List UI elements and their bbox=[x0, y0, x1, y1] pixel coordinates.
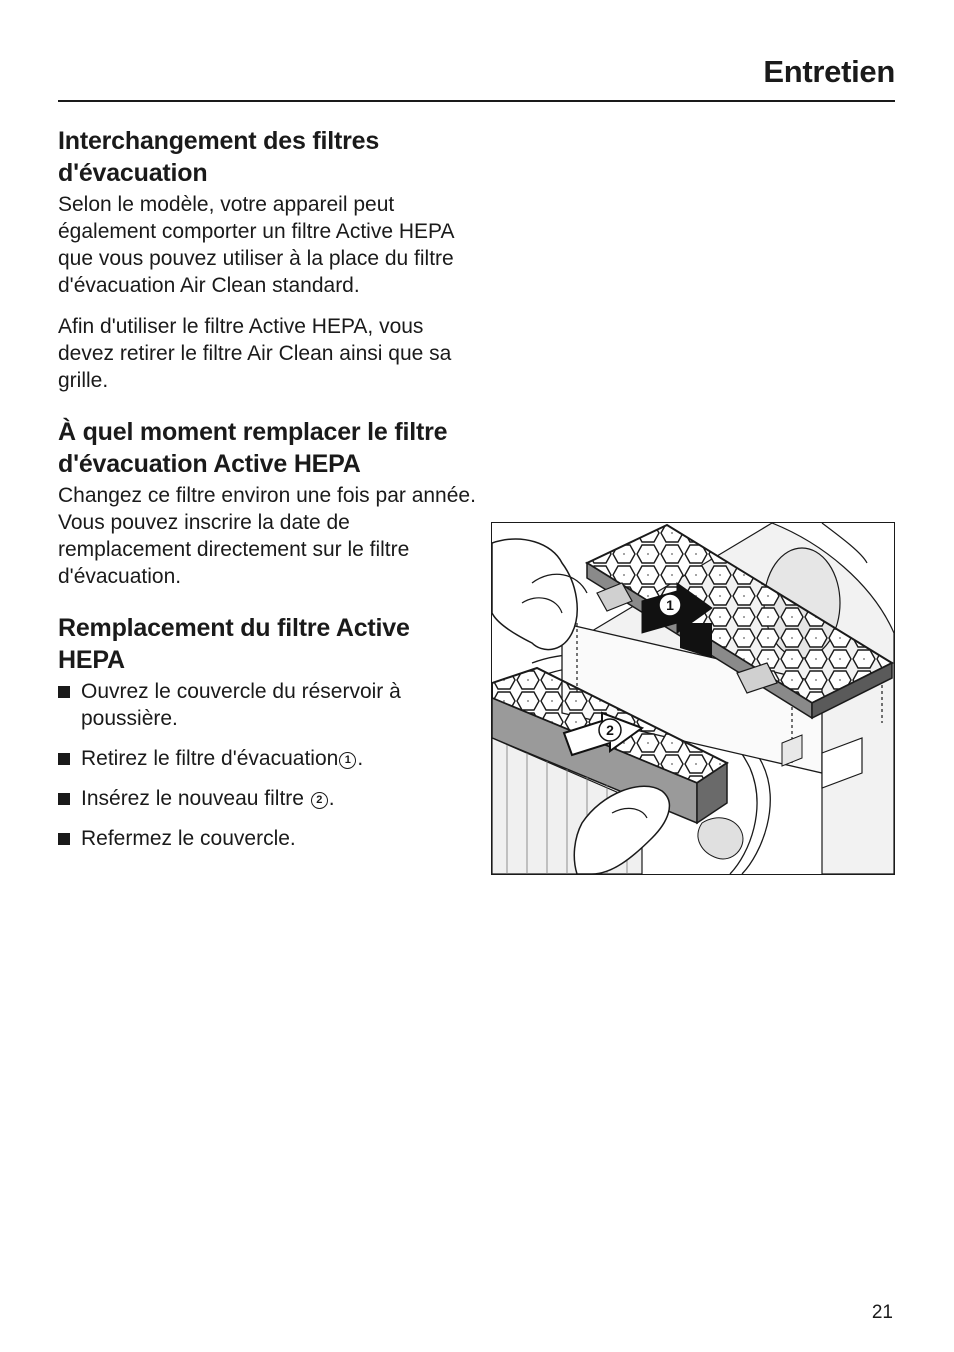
filter-replacement-illustration bbox=[491, 522, 895, 875]
step-text: Retirez le filtre d'évacuation bbox=[81, 747, 339, 770]
section-title: Entretien bbox=[763, 54, 895, 89]
section-remplacement bbox=[58, 612, 478, 852]
square-bullet-icon bbox=[58, 686, 70, 698]
heading-quand-remplacer: À quel moment remplacer le filtre d'évacuation Active HEPA bbox=[58, 418, 448, 478]
circled-number-icon: 1 bbox=[339, 752, 356, 769]
step-text: Ouvrez le couvercle du réservoir à poussière. bbox=[81, 680, 401, 730]
list-item bbox=[58, 678, 478, 732]
step-text: Insérez le nouveau filtre bbox=[81, 787, 310, 810]
callout-2-label: 2 bbox=[606, 722, 614, 738]
square-bullet-icon bbox=[58, 793, 70, 805]
section-interchangement bbox=[58, 125, 478, 394]
square-bullet-icon bbox=[58, 753, 70, 765]
list-item bbox=[58, 785, 478, 812]
paragraph: Afin d'utiliser le filtre Active HEPA, vous devez retirer le filtre Air Clean ainsi que sa grille. bbox=[58, 315, 452, 392]
page-number: 21 bbox=[871, 1302, 893, 1323]
list-item bbox=[58, 825, 478, 852]
text-column bbox=[58, 125, 478, 874]
heading-remplacement: Remplacement du filtre Active HEPA bbox=[58, 614, 410, 674]
paragraph: Changez ce filtre environ une fois par année. Vous pouvez inscrire la date de remplacement directement sur le filtre d'évacuation. bbox=[58, 484, 476, 588]
heading-interchangement: Interchangement des filtres d'évacuation bbox=[58, 127, 380, 187]
page-header bbox=[58, 50, 895, 102]
square-bullet-icon bbox=[58, 833, 70, 845]
section-quand-remplacer bbox=[58, 416, 478, 590]
step-text: Refermez le couvercle. bbox=[81, 827, 296, 850]
callout-1-label: 1 bbox=[666, 597, 674, 613]
illustration-svg bbox=[492, 523, 894, 874]
circled-number-icon: 2 bbox=[311, 792, 328, 809]
steps-list bbox=[58, 678, 478, 852]
paragraph: Selon le modèle, votre appareil peut également comporter un filtre Active HEPA que vous pouvez utiliser à la place du filtre d'évacuation Air Clean standard. bbox=[58, 193, 454, 297]
list-item bbox=[58, 745, 478, 772]
step-suffix: . bbox=[328, 787, 335, 810]
step-suffix: . bbox=[357, 747, 364, 770]
